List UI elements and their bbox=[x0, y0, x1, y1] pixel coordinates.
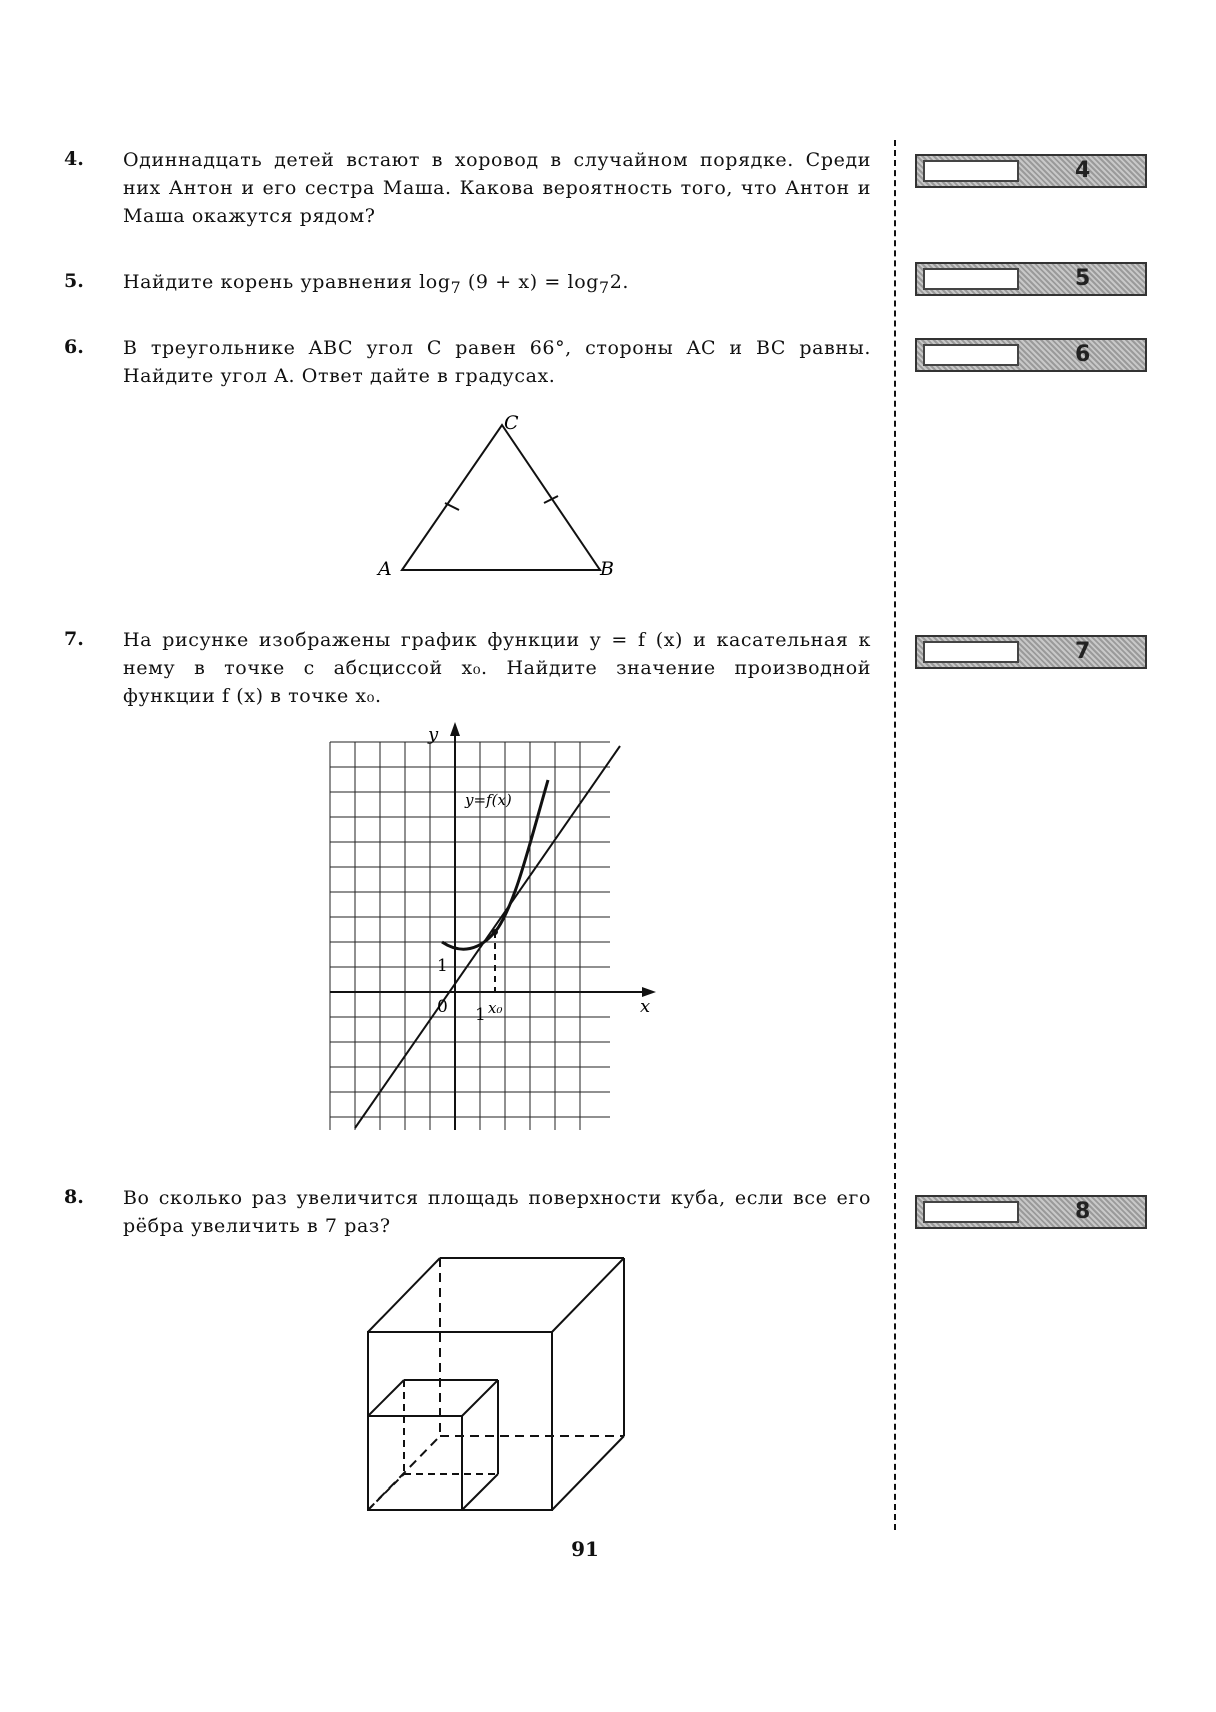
vertex-label-a: A bbox=[378, 558, 392, 580]
answer-field-7[interactable] bbox=[923, 641, 1019, 663]
cut-line bbox=[894, 140, 896, 1530]
task-4-text: Одиннадцать детей встают в хоровод в случайном порядке. Среди них Антон и его сестра Маша. Какова вероятность того, что Антон и Маша окажутся рядом? bbox=[123, 149, 871, 227]
task-7-number: 7. bbox=[64, 628, 84, 650]
function-graph bbox=[320, 720, 670, 1140]
answer-box-8 bbox=[915, 1195, 1147, 1229]
task-8-text: Во сколько раз увеличится площадь поверхности куба, если все его рёбра увеличить в 7 раз? bbox=[123, 1187, 871, 1237]
task-6-number: 6. bbox=[64, 336, 84, 358]
triangle-abc bbox=[402, 425, 600, 570]
answer-box-number-8: 8 bbox=[1075, 1199, 1091, 1224]
answer-field-8[interactable] bbox=[923, 1201, 1019, 1223]
answer-box-number-6: 6 bbox=[1075, 342, 1091, 367]
answer-box-7 bbox=[915, 635, 1147, 669]
task-5-text-part-c: 2. bbox=[609, 271, 630, 293]
y-axis-arrow bbox=[450, 722, 460, 736]
task-5-text-part-b: (9 + x) = log bbox=[461, 271, 600, 293]
task-5-log-base-2: 7 bbox=[599, 277, 610, 297]
task-5-text-part-a: Найдите корень уравнения log bbox=[123, 271, 451, 293]
x-axis-label: x bbox=[640, 996, 651, 1017]
y-one-label: 1 bbox=[437, 956, 448, 976]
answer-box-number-5: 5 bbox=[1075, 266, 1091, 291]
answer-box-5 bbox=[915, 262, 1147, 296]
answer-field-6[interactable] bbox=[923, 344, 1019, 366]
curve-label: y=f(x) bbox=[465, 791, 512, 809]
vertex-label-b: B bbox=[600, 558, 614, 580]
answer-box-number-7: 7 bbox=[1075, 639, 1091, 664]
task-6-text: В треугольнике ABC угол C равен 66°, стороны AC и BC равны. Найдите угол A. Ответ дайте в градусах. bbox=[123, 337, 871, 387]
x-one-label: 1 bbox=[475, 1005, 486, 1025]
tangent-point bbox=[492, 929, 498, 935]
vertex-label-c: C bbox=[504, 412, 519, 434]
y-axis-label: y bbox=[428, 724, 439, 745]
triangle-figure bbox=[370, 405, 630, 585]
task-7-text: На рисунке изображены график функции y = f (x) и касательная к нему в точке с абсциссой x₀. Найдите значение производной функции f (x) в точке x₀. bbox=[123, 629, 871, 707]
answer-box-6 bbox=[915, 338, 1147, 372]
task-5-number: 5. bbox=[64, 270, 84, 292]
tick-mark-ac bbox=[445, 503, 459, 510]
task-8-number: 8. bbox=[64, 1186, 84, 1208]
small-cube bbox=[368, 1380, 498, 1510]
answer-field-4[interactable] bbox=[923, 160, 1019, 182]
task-5-log-base-1: 7 bbox=[450, 277, 462, 297]
cubes-figure bbox=[360, 1250, 640, 1520]
answer-box-4 bbox=[915, 154, 1147, 188]
task-5-text bbox=[123, 268, 871, 302]
task-4-number: 4. bbox=[64, 148, 84, 170]
answer-box-number-4: 4 bbox=[1075, 158, 1091, 183]
x0-label: x₀ bbox=[488, 999, 503, 1017]
origin-label: 0 bbox=[437, 997, 448, 1017]
answer-field-5[interactable] bbox=[923, 268, 1019, 290]
large-cube bbox=[368, 1258, 624, 1510]
page-number: 91 bbox=[571, 1537, 599, 1561]
